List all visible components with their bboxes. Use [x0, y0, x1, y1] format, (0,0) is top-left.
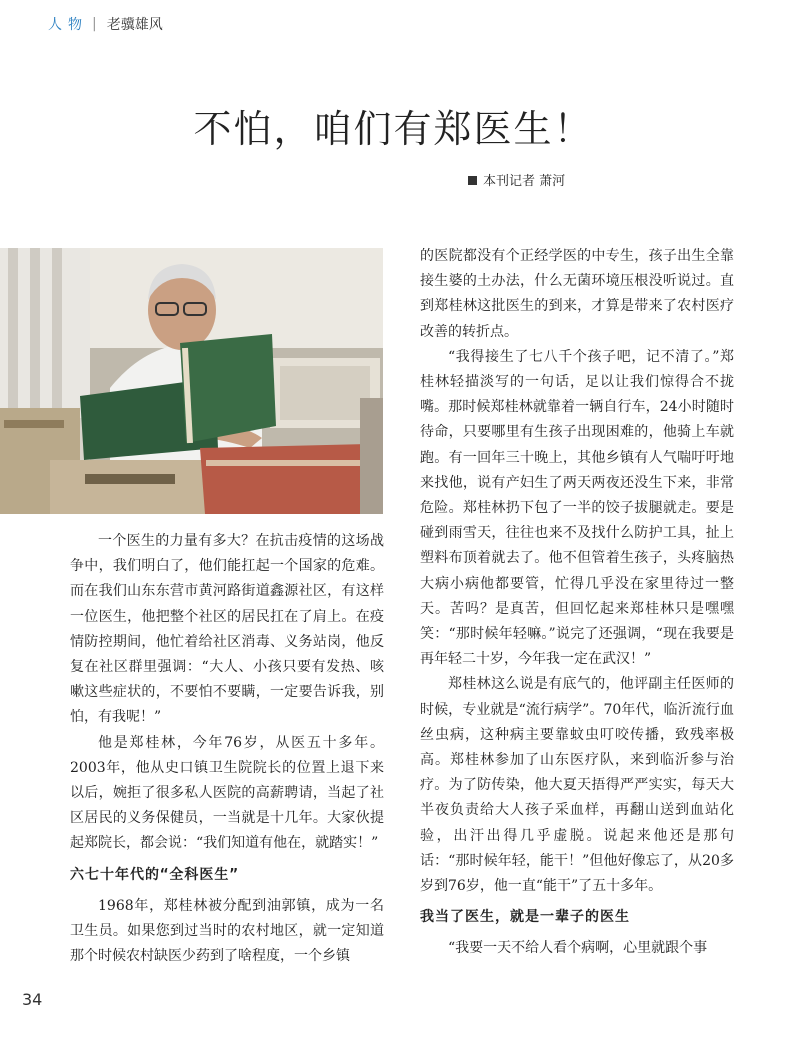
- running-header: [48, 14, 163, 34]
- header-divider: |: [92, 16, 97, 32]
- page-number: 34: [22, 990, 43, 1009]
- article-title: 不怕，咱们有郑医生！: [193, 107, 594, 151]
- paragraph: 的医院都没有个正经学医的中专生，孩子出生全靠接生婆的土办法，什么无菌环境压根没听说过。直到郑桂林这批医生的到来，才算是带来了农村医疗改善的转折点。: [420, 248, 734, 340]
- subheading: 六七十年代的“全科医生”: [70, 866, 239, 883]
- paragraph: “我要一天不给人看个病啊，心里就跟个事: [448, 940, 708, 957]
- right-text-column: [420, 244, 734, 962]
- subheading: 我当了医生，就是一辈子的医生: [420, 909, 630, 926]
- photo-doctor-reading-illustration: [0, 248, 383, 514]
- section-label: 人物: [48, 17, 88, 33]
- left-text-column: [70, 529, 384, 969]
- article-photo: [0, 248, 383, 514]
- paragraph: 郑桂林这么说是有底气的，他评副主任医师的时候，专业就是“流行病学”。70年代，临沂流行血丝虫病，这种病主要靠蚊虫叮咬传播，致残率极高。郑桂林参加了山东医疗队，来到临沂参与治疗。为了防传染，他大夏天捂得严严实实，每天大半夜负责给大人孩子采血样，再翻山送到血站化验，出汗出得几乎虚脱。说起来他还是那句话：“那时候年轻，能干！”但他好像忘了，从20多岁到76岁，他一直“能干”了五十多年。: [420, 676, 734, 895]
- byline: [468, 170, 565, 189]
- paragraph: 他是郑桂林，今年76岁，从医五十多年。2003年，他从史口镇卫生院院长的位置上退下来以后，婉拒了很多私人医院的高薪聘请，当起了社区居民的义务保健员，一当就是十几年。大家伙提起郑院长，都会说：“我们知道有他在，就踏实！”: [70, 734, 384, 852]
- column-label: 老骥雄风: [106, 17, 163, 33]
- square-bullet-icon: [468, 176, 477, 185]
- byline-text: 本刊记者 萧河: [483, 174, 566, 189]
- paragraph: 一个医生的力量有多大？在抗击疫情的这场战争中，我们明白了，他们能扛起一个国家的危难。而在我们山东东营市黄河路街道鑫源社区，有这样一位医生，他把整个社区的居民扛在了肩上。在疫情防控期间，他忙着给社区消毒、义务站岗，他反复在社区群里强调：“大人、小孩只要有发热、咳嗽这些症状的，不要怕不要瞒，一定要告诉我，别怕，有我呢！”: [70, 533, 384, 726]
- paragraph: “我得接生了七八千个孩子吧，记不清了。”郑桂林轻描淡写的一句话，足以让我们惊得合不拢嘴。那时候郑桂林就靠着一辆自行车，24小时随时待命，只要哪里有生孩子出现困难的，他骑上车就跑。有一回年三十晚上，其他乡镇有人气喘吁吁地来找他，说有产妇生了两天两夜还没生下来，非常危险。郑桂林扔下包了一半的饺子拔腿就走。要是碰到雨雪天，往往也来不及找什么防护工具，扯上塑料布顶着就去了。他不但管着生孩子，头疼脑热大病小病他都要管，忙得几乎没在家里待过一整天。苦吗？是真苦，但回忆起来郑桂林只是嘿嘿笑：“那时候年轻嘛。”说完了还强调，“现在我要是再年轻二十岁，今年我一定在武汉！”: [420, 348, 734, 668]
- paragraph: 1968年，郑桂林被分配到油郭镇，成为一名卫生员。如果您到过当时的农村地区，就一定知道那个时候农村缺医少药到了啥程度，一个乡镇: [70, 897, 384, 965]
